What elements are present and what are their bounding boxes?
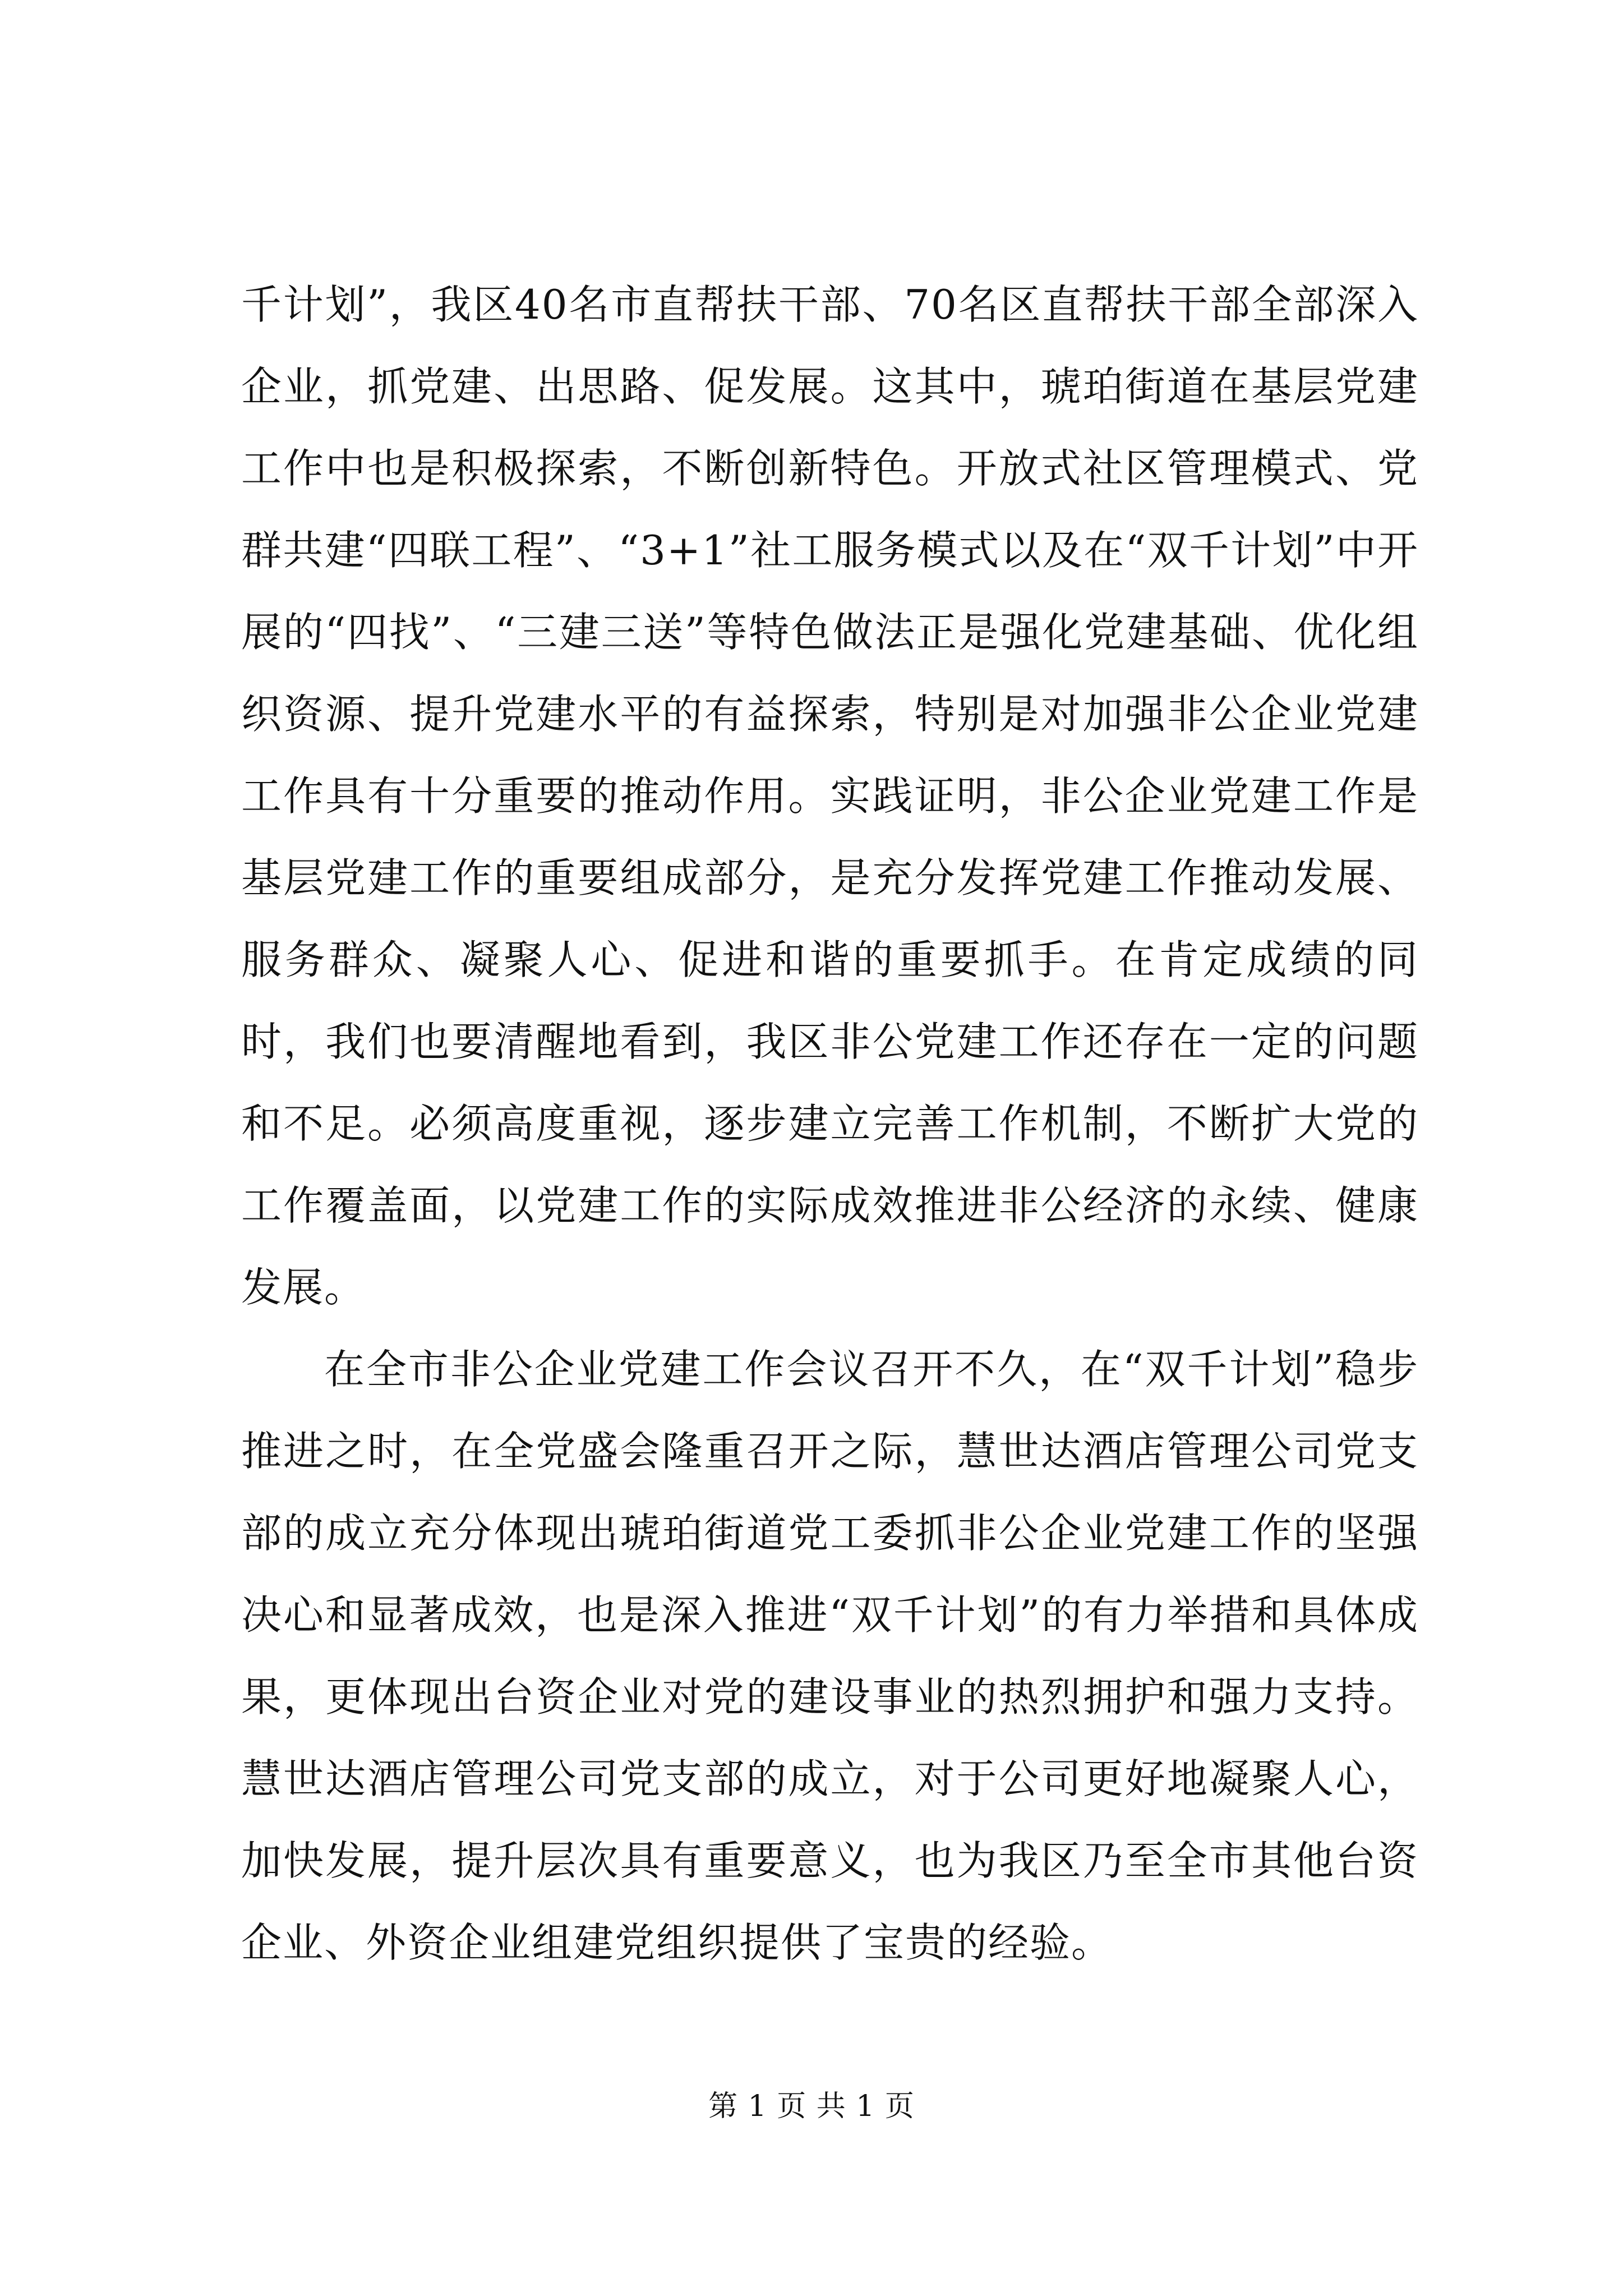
paragraph: 在全市非公企业党建工作会议召开不久，在“双千计划”稳步推进之时，在全党盛会隆重召开之际，慧世达酒店管理公司党支部的成立充分体现出琥珀街道党工委抓非公企业党建工作的坚强决心和显著成效，也是深入推进“双千计划”的有力举措和具体成果，更体现出台资企业对党的建设事业的热烈拥护和强力支持。慧世达酒店管理公司党支部的成立，对于公司更好地凝聚人心，加快发展，提升层次具有重要意义，也为我区乃至全市其他台资企业、外资企业组建党组织提供了宝贵的经验。	[241, 1346, 1419, 1966]
page-footer: 第 1 页 共 1 页	[708, 2090, 915, 2123]
paragraph-continued: 千计划”，我区40名市直帮扶干部、70名区直帮扶干部全部深入企业，抓党建、出思路、促发展。这其中，琥珀街道在基层党建工作中也是积极探索，不断创新特色。开放式社区管理模式、党群共建“四联工程”、“3+1”社工服务模式以及在“双千计划”中开展的“四找”、“三建三送”等特色做法正是强化党建基础、优化组织资源、提升党建水平的有益探索，特别是对加强非公企业党建工作具有十分重要的推动作用。实践证明，非公企业党建工作是基层党建工作的重要组成部分，是充分发挥党建工作推动发展、服务群众、凝聚人心、促进和谐的重要抓手。在肯定成绩的同时，我们也要清醒地看到，我区非公党建工作还存在一定的问题和不足。必须高度重视，逐步建立完善工作机制，不断扩大党的工作覆盖面，以党建工作的实际成效推进非公经济的永续、健康发展。	[241, 281, 1419, 1311]
document-body	[241, 264, 1419, 1984]
